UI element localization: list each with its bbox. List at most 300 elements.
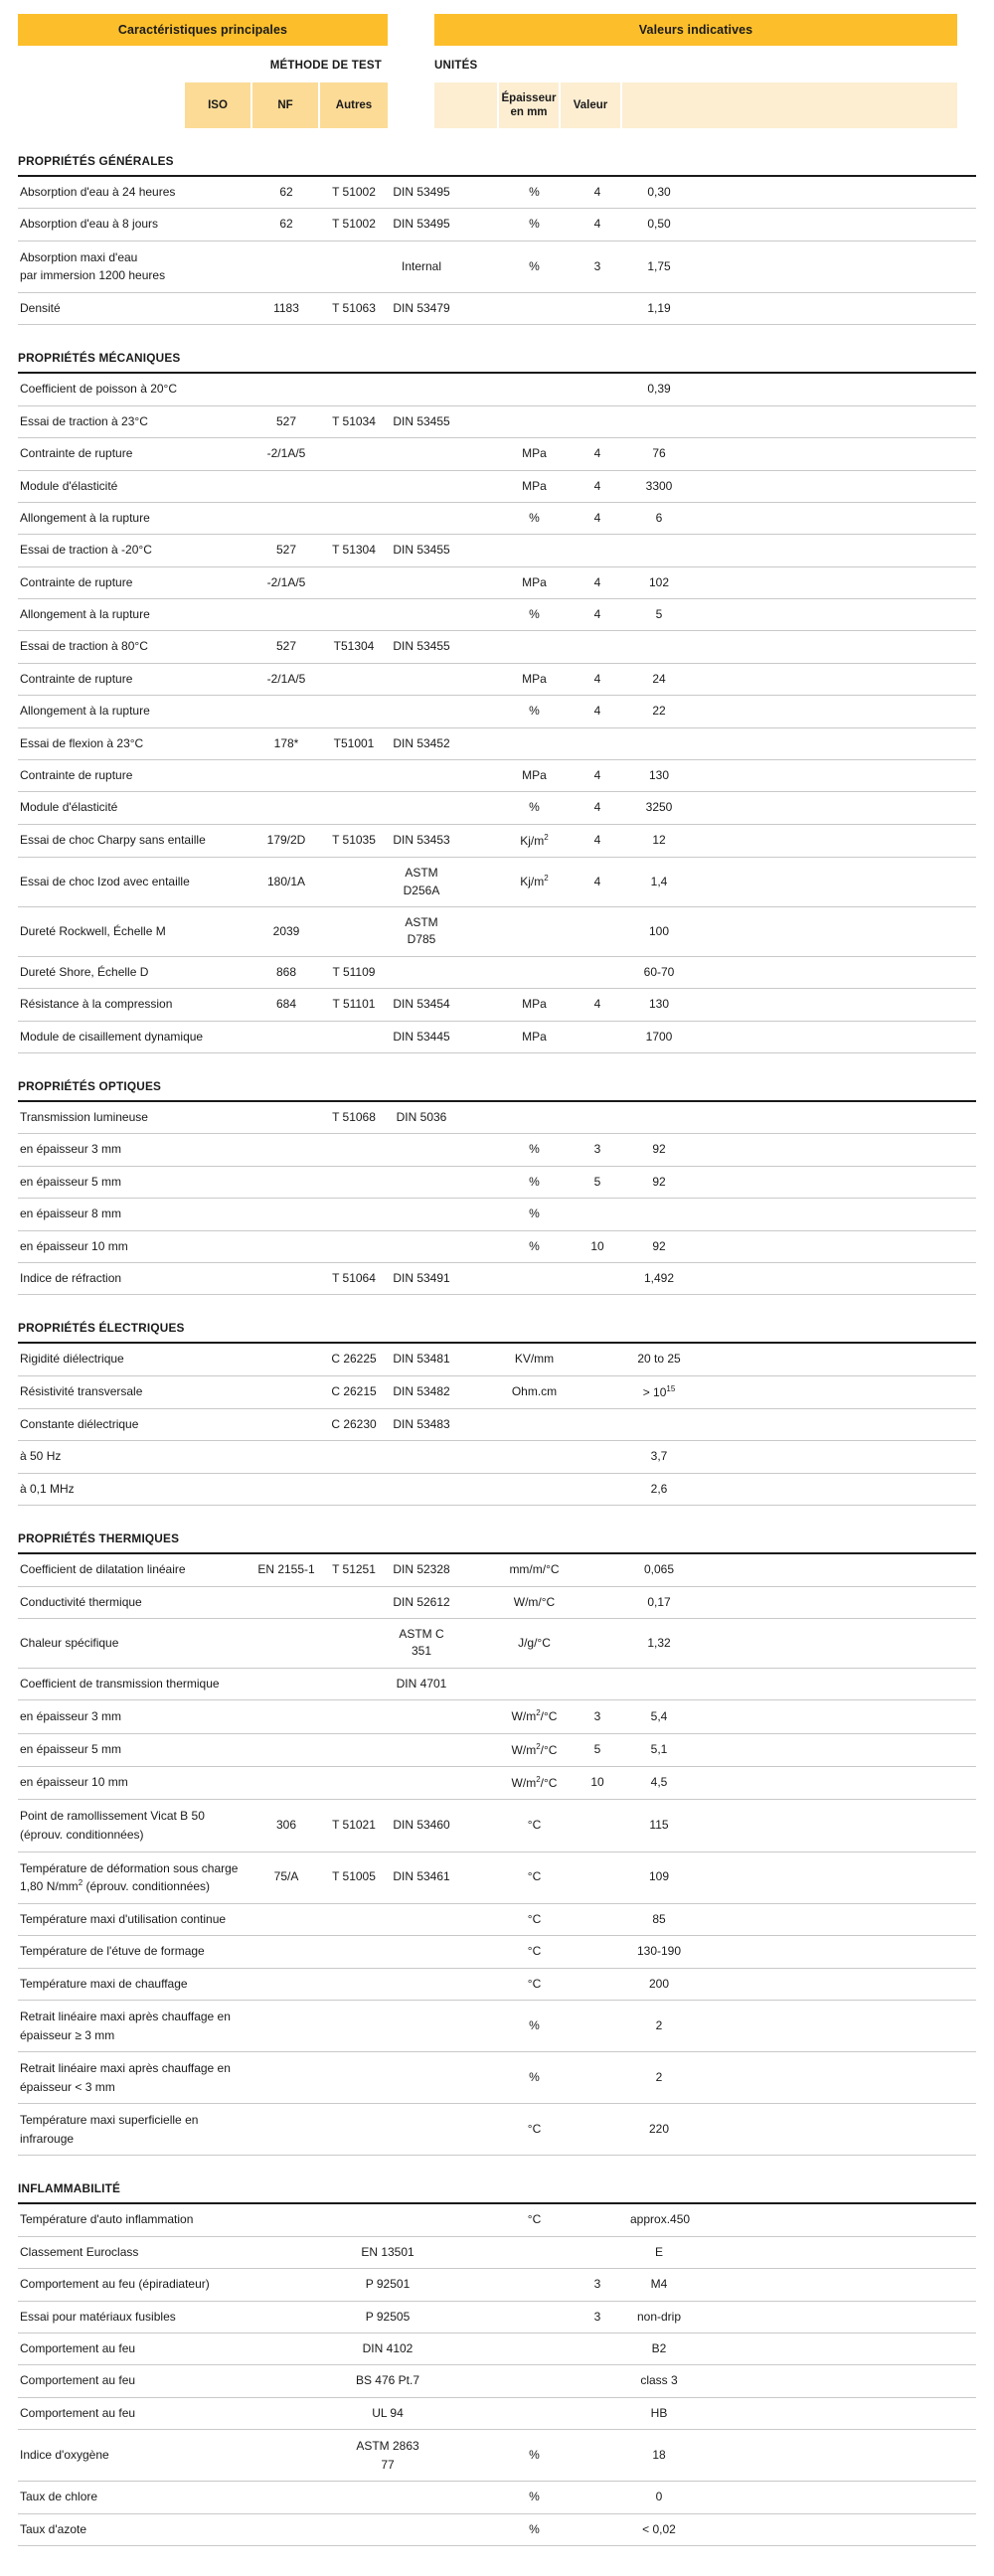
cell-iso [252,2000,320,2051]
cell-iso [252,374,320,405]
cell-gap [455,1375,502,1408]
cell-autres [388,1800,455,1852]
cell-nf-autres [320,2365,455,2397]
cell-tail [690,2000,976,2051]
column-header-tail [622,82,957,128]
table-row [18,1166,976,1198]
row-label [18,989,252,1021]
cell-valeur [628,177,690,209]
cell-autres [388,292,455,324]
cell-iso [252,1700,320,1733]
cell-valeur [628,792,690,824]
row-label-text-line1: Température maxi superficielle en [20,2113,199,2128]
table-row [18,2365,976,2397]
cell-iso [252,1852,320,1903]
cell-gap [455,1619,502,1669]
cell-tail [690,1766,976,1799]
cell-autres [388,696,455,727]
table-row [18,858,976,907]
cell-unit [502,1800,567,1852]
row-label [18,696,252,727]
row-label-text [20,250,165,283]
cell-unit-text: % [529,607,540,622]
cell-unit [502,1166,567,1198]
cell-autres [388,1968,455,2000]
cell-unit [502,177,567,209]
cell-epaisseur [567,177,628,209]
cell-tail [690,2236,976,2268]
cell-unit [502,907,567,957]
cell-autres-text: ASTM C 351 [399,1627,444,1659]
table-row [18,1102,976,1134]
cell-nf-text: C 26230 [331,1417,377,1432]
cell-unit [502,470,567,502]
cell-gap [455,1733,502,1766]
cell-valeur [628,1375,690,1408]
column-header-iso: ISO [185,82,252,128]
row-label [18,1375,252,1408]
cell-autres [388,1230,455,1262]
cell-epaisseur [567,1554,628,1586]
cell-nf [320,792,388,824]
table-row [18,2430,976,2482]
table-row [18,824,976,857]
cell-epaisseur [567,1936,628,1968]
row-label-text: Comportement au feu [20,2373,136,2388]
column-header-epaisseur-line2: en mm [510,106,548,118]
cell-valeur [628,470,690,502]
cell-gap [455,1473,502,1505]
cell-autres [388,907,455,957]
cell-valeur [628,631,690,663]
table-row [18,1554,976,1586]
cell-unit [502,2269,567,2301]
cell-unit [502,1700,567,1733]
cell-nf [320,374,388,405]
cell-autres [388,663,455,695]
cell-valeur-text: 2,6 [650,1481,668,1496]
cell-autres-text: DIN 53481 [393,1352,450,1367]
properties-table [18,1100,976,1295]
row-label-text: en épaisseur 3 mm [20,1708,122,1723]
cell-valeur [628,1134,690,1166]
row-label-text-line2: épaisseur ≥ 3 mm [20,2027,115,2042]
cell-epaisseur [567,1262,628,1294]
table-row [18,535,976,566]
section-title: PROPRIÉTÉS THERMIQUES [18,1531,180,1546]
cell-valeur [628,1733,690,1766]
row-label-text: Essai de choc Charpy sans entaille [20,833,206,848]
cell-valeur [628,1166,690,1198]
cell-unit [502,502,567,534]
row-label-text-line1: Retrait linéaire maxi après chauffage en [20,2061,231,2076]
cell-unit-text: °C [527,1944,542,1959]
row-label [18,1262,252,1294]
cell-nf [320,1554,388,1586]
cell-autres [388,177,455,209]
table-row [18,956,976,988]
cell-tail [690,502,976,534]
row-label [18,663,252,695]
cell-iso [252,2513,320,2545]
cell-unit [502,374,567,405]
cell-autres [388,1344,455,1375]
column-header-epaisseur [499,82,561,128]
cell-epaisseur [567,1700,628,1733]
cell-tail [690,696,976,727]
cell-epaisseur-text: 4 [593,607,601,622]
cell-nf [320,1230,388,1262]
cell-autres [388,727,455,759]
cell-nf [320,502,388,534]
cell-unit [502,241,567,292]
cell-iso [252,1375,320,1408]
cell-unit-text: Ohm.cm [511,1384,558,1399]
row-label [18,1166,252,1198]
cell-valeur-text: 0,065 [643,1562,675,1577]
cell-unit-text: MPa [522,671,547,686]
cell-autres [388,1134,455,1166]
cell-valeur-text: B2 [651,2341,667,2356]
cell-epaisseur-text: 10 [590,1238,604,1253]
cell-unit-text: MPa [522,574,547,589]
cell-unit [502,1021,567,1052]
cell-unit [502,1409,567,1441]
cell-nf [320,1473,388,1505]
row-label-text: en épaisseur 5 mm [20,1174,122,1189]
table-row [18,1700,976,1733]
cell-gap [455,1344,502,1375]
table-row [18,1586,976,1618]
cell-valeur [628,989,690,1021]
cell-unit-text: °C [527,1818,542,1833]
table-row [18,1262,976,1294]
row-label [18,2482,252,2513]
row-label-text: Chaleur spécifique [20,1635,119,1650]
row-label-text-line2: (éprouv. conditionnées) [20,1827,144,1842]
cell-valeur-text: 0 [655,2490,663,2504]
cell-nf-text: P 92505 [365,2309,411,2324]
cell-unit-text-exponent: 2 [536,1741,541,1751]
row-label [18,2301,252,2333]
row-label-text: Module d'élasticité [20,478,118,493]
cell-nf-text: DIN 4102 [362,2341,414,2356]
cell-gap [455,760,502,792]
cell-epaisseur [567,1968,628,2000]
section-title: PROPRIÉTÉS ÉLECTRIQUES [18,1321,185,1336]
cell-gap [455,2104,502,2156]
cell-valeur [628,696,690,727]
cell-iso-text: 527 [275,639,297,654]
cell-valeur-text: 100 [648,923,670,938]
row-label [18,470,252,502]
cell-unit [502,1199,567,1230]
cell-iso [252,696,320,727]
table-row [18,1021,976,1052]
row-label-text: Coefficient de dilatation linéaire [20,1562,186,1577]
cell-unit [502,438,567,470]
cell-unit [502,989,567,1021]
cell-epaisseur [567,470,628,502]
cell-epaisseur [567,1668,628,1699]
cell-autres-text: DIN 53461 [393,1869,450,1884]
cell-unit [502,1852,567,1903]
cell-valeur [628,1668,690,1699]
cell-valeur-text: 60-70 [643,964,675,979]
row-label-text [20,2010,231,2042]
cell-epaisseur [567,907,628,957]
cell-unit [502,2482,567,2513]
cell-nf-autres [320,2236,455,2268]
row-label-text: Dureté Shore, Échelle D [20,964,149,979]
cell-epaisseur-text: 4 [593,800,601,815]
cell-epaisseur [567,1409,628,1441]
cell-nf [320,956,388,988]
cell-valeur-text: 0,50 [647,217,671,232]
subheader-unites: UNITÉS [434,60,478,72]
cell-nf [320,1852,388,1903]
cell-nf-text: T51304 [333,639,375,654]
cell-valeur-text: 92 [652,1238,666,1253]
cell-tail [690,438,976,470]
cell-autres [388,1586,455,1618]
cell-tail [690,209,976,241]
cell-valeur-text-exponent: 15 [666,1383,676,1393]
row-label [18,241,252,292]
cell-valeur-text: class 3 [640,2373,678,2388]
table-row [18,1230,976,1262]
section-3 [0,1053,994,1295]
table-row [18,1800,976,1852]
cell-valeur [628,405,690,437]
cell-valeur [628,1021,690,1052]
cell-gap [455,907,502,957]
row-label [18,1733,252,1766]
table-row [18,663,976,695]
cell-gap [455,177,502,209]
cell-valeur-text: approx.450 [630,2212,691,2227]
cell-nf [320,209,388,241]
row-label-text: Indice d'oxygène [20,2448,109,2463]
cell-tail [690,1668,976,1699]
cell-epaisseur-text: 10 [590,1775,604,1790]
cell-epaisseur [567,1134,628,1166]
row-label-text: à 0,1 MHz [20,1481,75,1496]
table-row [18,1441,976,1473]
properties-table [18,1342,976,1506]
cell-autres [388,1409,455,1441]
row-label-text [20,1861,238,1894]
subheader-methode-de-test: MÉTHODE DE TEST [269,60,382,72]
cell-valeur [628,2204,690,2236]
cell-unit [502,599,567,631]
cell-autres-text: DIN 53491 [393,1270,450,1285]
cell-iso [252,2052,320,2104]
row-label [18,2397,252,2429]
cell-nf [320,663,388,695]
cell-autres [388,2204,455,2236]
cell-autres [388,470,455,502]
cell-tail [690,2397,976,2429]
cell-nf [320,1409,388,1441]
cell-valeur [628,241,690,292]
row-label [18,1134,252,1166]
row-label [18,374,252,405]
cell-autres [388,2000,455,2051]
cell-unit [502,209,567,241]
cell-nf-text: UL 94 [372,2405,404,2420]
cell-nf [320,535,388,566]
cell-epaisseur-text: 4 [593,478,601,493]
cell-gap [455,1766,502,1799]
cell-nf [320,1262,388,1294]
cell-nf [320,1619,388,1669]
cell-valeur [628,1554,690,1586]
cell-unit [502,1766,567,1799]
table-row [18,1199,976,1230]
row-label-text-line1: Absorption maxi d'eau [20,249,138,264]
cell-epaisseur [567,1852,628,1903]
cell-valeur [628,2430,690,2482]
cell-gap [455,696,502,727]
row-label-text: Essai de choc Izod avec entaille [20,874,190,888]
cell-unit-text: MPa [522,1029,547,1044]
cell-valeur-text: 76 [652,446,666,461]
cell-tail [690,1344,976,1375]
cell-unit [502,1262,567,1294]
cell-gap [455,1441,502,1473]
cell-valeur-text: 109 [648,1869,670,1884]
cell-unit [502,2104,567,2156]
row-label-text-line1: Retrait linéaire maxi après chauffage en [20,2009,231,2023]
cell-iso [252,1021,320,1052]
row-label-text: Contrainte de rupture [20,574,133,589]
cell-epaisseur [567,858,628,907]
cell-autres-text: DIN 53445 [393,1029,450,1044]
cell-gap [455,2052,502,2104]
cell-nf-autres [320,2334,455,2365]
cell-autres [388,2104,455,2156]
cell-tail [690,2334,976,2365]
cell-iso [252,2204,320,2236]
cell-nf-text-line2: 77 [381,2457,395,2472]
cell-nf-text: T 51109 [332,964,376,979]
cell-valeur [628,566,690,598]
table-row [18,2269,976,2301]
cell-epaisseur [567,2204,628,2236]
row-label [18,1800,252,1852]
table-row [18,177,976,209]
cell-gap [455,1134,502,1166]
cell-epaisseur [567,599,628,631]
cell-gap [455,2301,502,2333]
cell-iso [252,2430,320,2482]
table-row [18,1766,976,1799]
cell-iso [252,1766,320,1799]
table-row [18,2000,976,2051]
cell-unit [502,663,567,695]
cell-unit [502,2513,567,2545]
row-label [18,1903,252,1935]
cell-valeur [628,1473,690,1505]
cell-valeur-text: 5,4 [650,1708,668,1723]
cell-unit-text: $W/m^2/^\circ C$ [511,1741,558,1757]
cell-gap [455,824,502,857]
cell-unit [502,696,567,727]
table-row [18,631,976,663]
cell-iso [252,989,320,1021]
banner-row [0,0,994,46]
cell-tail [690,989,976,1021]
cell-valeur-text: M4 [650,2277,668,2292]
cell-valeur-text: 0,17 [647,1594,671,1609]
cell-valeur [628,956,690,988]
row-label-text [20,2113,198,2146]
cell-tail [690,2104,976,2156]
cell-gap [455,2000,502,2051]
cell-autres [388,1473,455,1505]
cell-nf [320,2000,388,2051]
table-row [18,2104,976,2156]
cell-valeur [628,2334,690,2365]
cell-iso-text: 62 [279,185,293,199]
cell-autres [388,1936,455,1968]
cell-autres [388,1021,455,1052]
cell-valeur-text: 3300 [645,478,673,493]
cell-nf-text: T 51002 [332,217,376,232]
cell-iso [252,663,320,695]
cell-unit [502,1375,567,1408]
cell-valeur [628,502,690,534]
cell-gap [455,438,502,470]
cell-epaisseur [567,2365,628,2397]
cell-tail [690,1262,976,1294]
cell-autres [388,599,455,631]
row-label [18,792,252,824]
cell-unit-text: °C [527,2122,542,2137]
row-label [18,2104,252,2156]
cell-tail [690,1852,976,1903]
section-6 [0,2156,994,2546]
cell-unit-text: $W/m^2/^\circ C$ [511,1708,558,1724]
row-label-text: Contrainte de rupture [20,671,133,686]
cell-unit-text: MPa [522,478,547,493]
cell-nf [320,2204,388,2236]
cell-gap [455,566,502,598]
cell-iso [252,405,320,437]
cell-epaisseur-text: 4 [593,768,601,783]
cell-nf [320,1903,388,1935]
cell-gap [455,1262,502,1294]
cell-epaisseur [567,566,628,598]
subheader-row [0,55,994,77]
cell-unit-text: KV/mm [514,1352,555,1367]
row-label-text: Température maxi d'utilisation continue [20,1911,227,1926]
cell-epaisseur [567,1473,628,1505]
cell-autres [388,438,455,470]
cell-iso-text: -2/1A/5 [266,446,306,461]
section-2 [0,325,994,1053]
cell-valeur [628,2104,690,2156]
cell-epaisseur-text: 4 [593,217,601,232]
cell-epaisseur [567,1903,628,1935]
cell-gap [455,1199,502,1230]
cell-autres [388,989,455,1021]
cell-iso-text: 527 [275,413,297,428]
cell-valeur-text: 5 [655,607,663,622]
cell-valeur [628,824,690,857]
cell-nf [320,438,388,470]
